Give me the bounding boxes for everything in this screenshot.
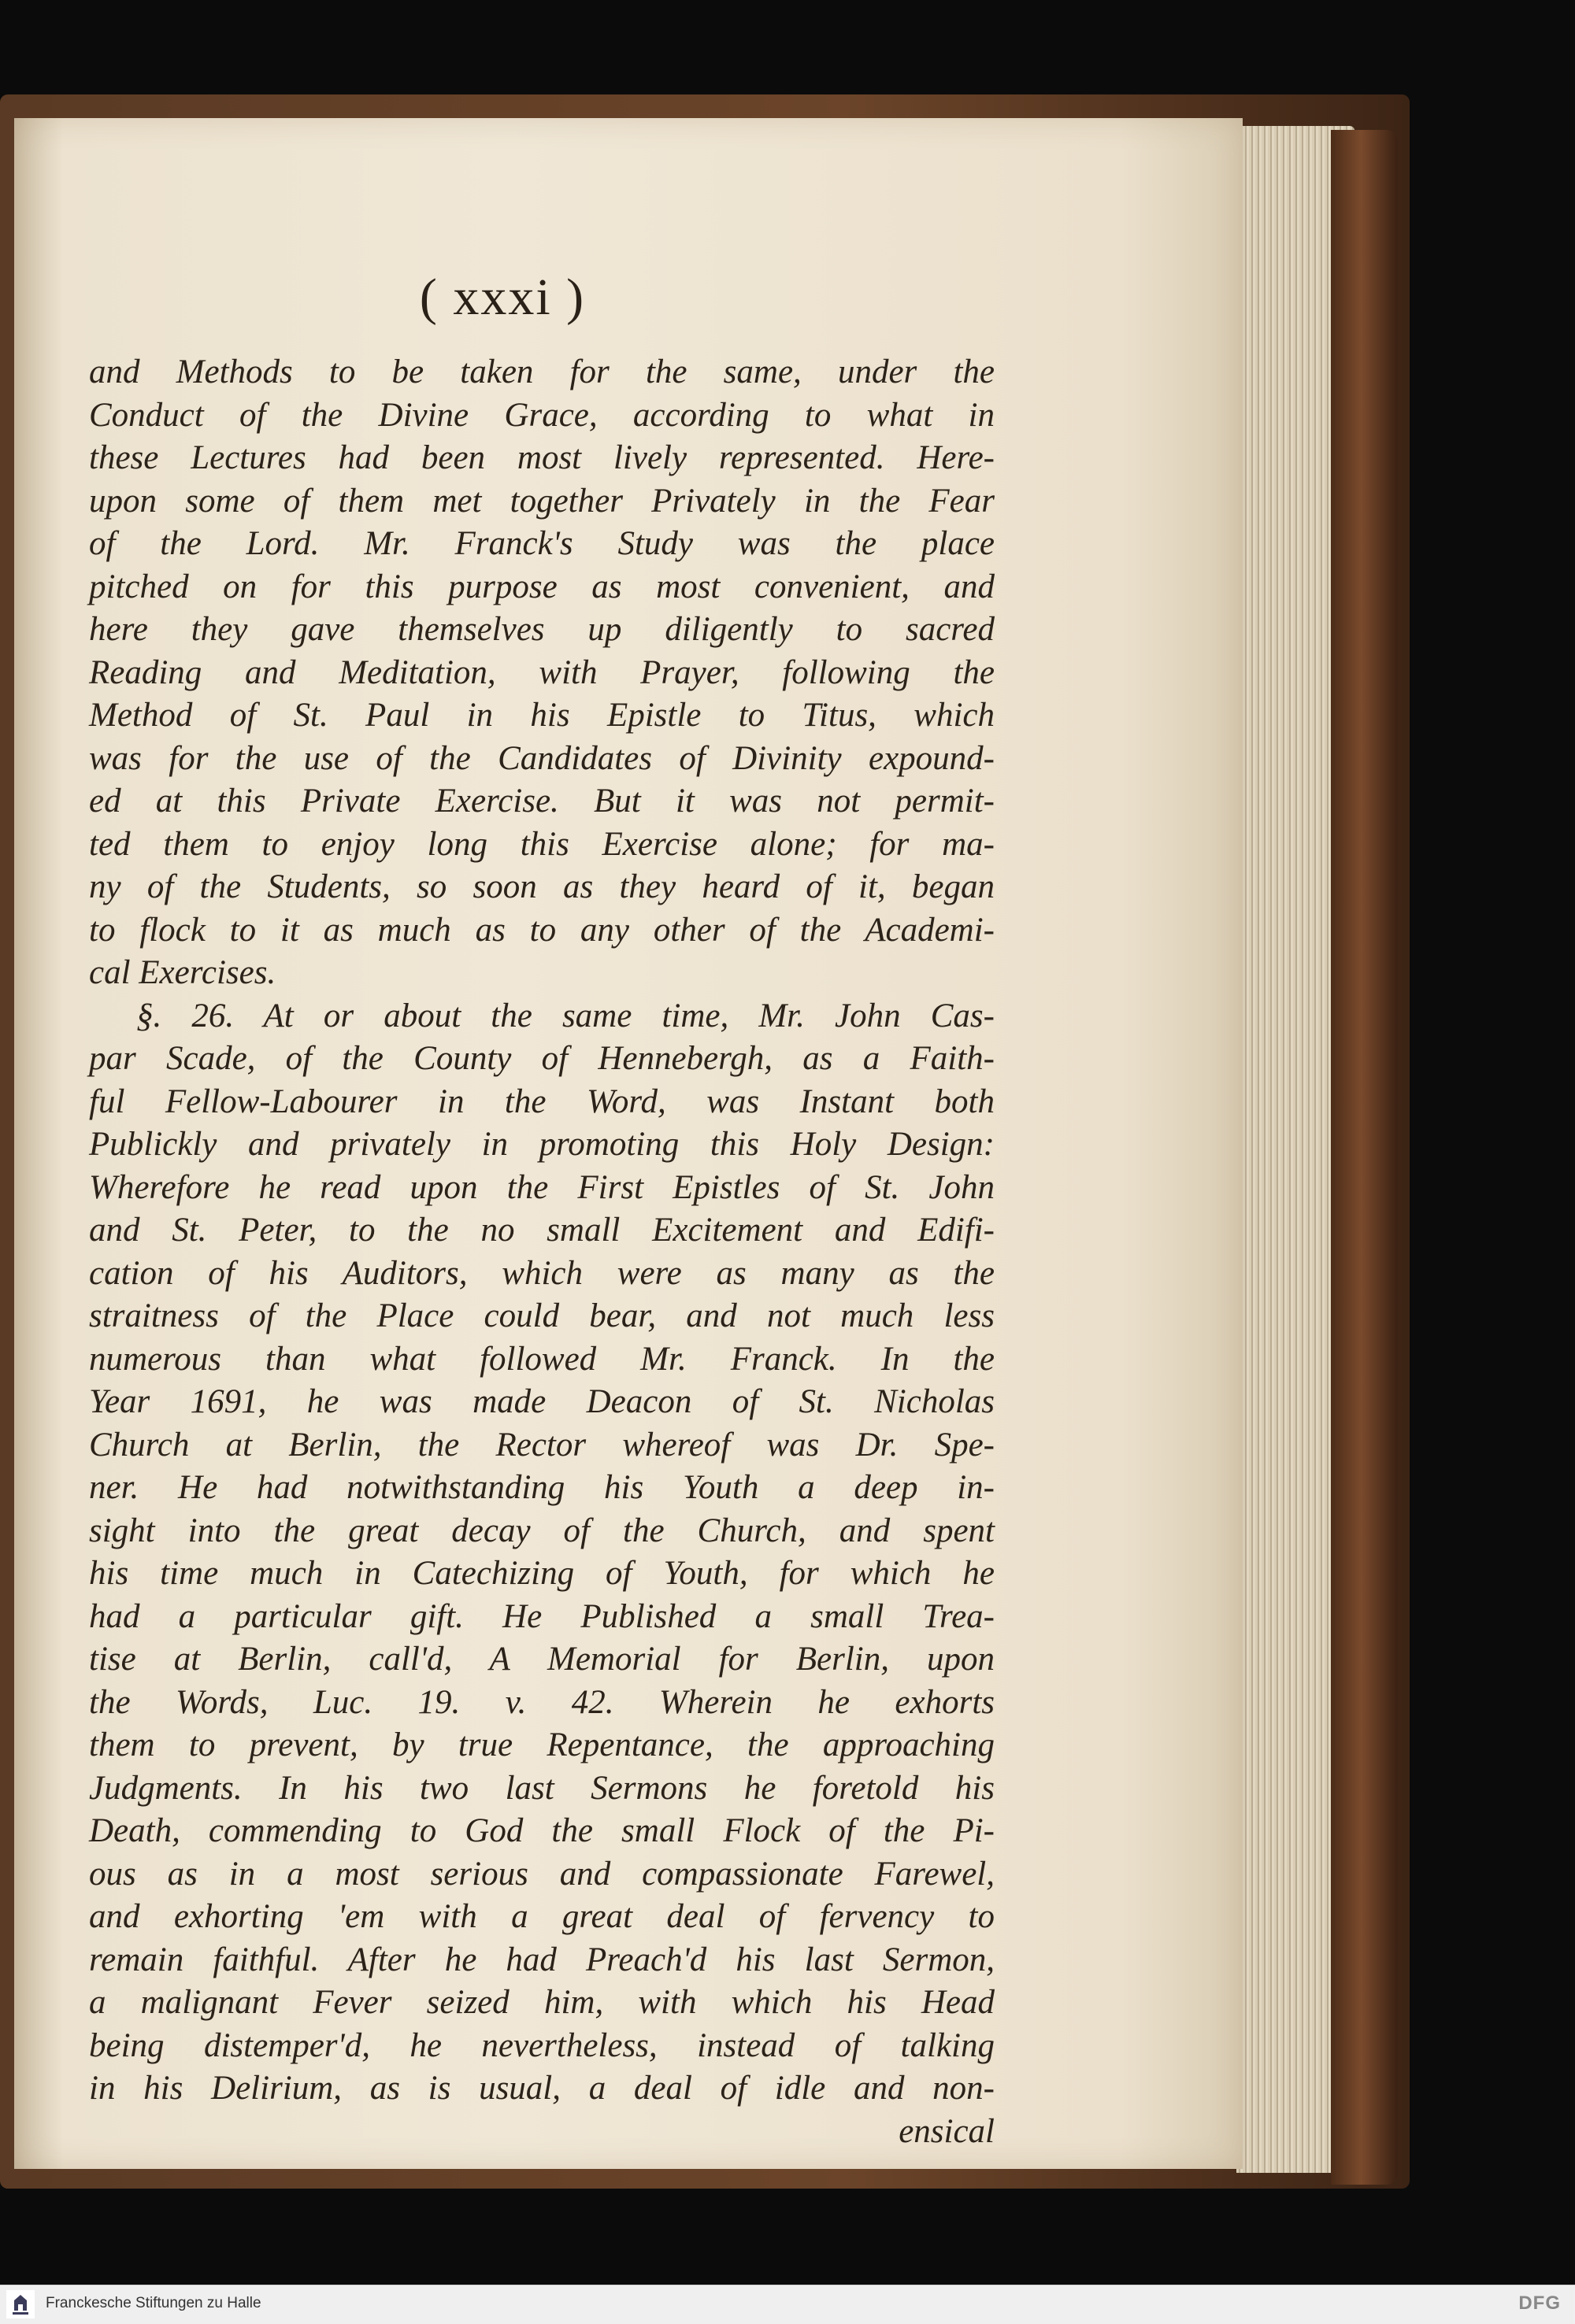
text-line: a malignant Fever seized him, with which his Head: [89, 1984, 995, 2021]
text-line: Reading and Meditation, with Prayer, following the: [89, 653, 995, 691]
text-line: Publickly and privately in promoting this Holy Design:: [89, 1126, 995, 1163]
text-line: had a particular gift. He Published a small Trea-: [89, 1597, 995, 1635]
text-line: sight into the great decay of the Church, and spent: [89, 1512, 995, 1549]
text-line: ed at this Private Exercise. But it was not permit-: [89, 783, 995, 820]
text-line: ted them to enjoy long this Exercise alone; for ma-: [89, 825, 995, 863]
text-line: and St. Peter, to the no small Excitement and Edifi-: [89, 1212, 995, 1249]
text-line: ny of the Students, so soon as they heard of it, began: [89, 868, 995, 905]
text-line: par Scade, of the County of Hennebergh, as a Faith-: [89, 1040, 995, 1077]
text-line: §. 26. At or about the same time, Mr. John Cas-: [136, 997, 995, 1034]
text-line: Church at Berlin, the Rector whereof was Dr. Spe-: [89, 1426, 995, 1464]
text-line: being distemper'd, he nevertheless, instead of talking: [89, 2026, 995, 2064]
text-line: ful Fellow-Labourer in the Word, was Instant both: [89, 1082, 995, 1120]
text-line: straitness of the Place could bear, and not much less: [89, 1297, 995, 1334]
footer-bar: [0, 2285, 1575, 2324]
text-line: cation of his Auditors, which were as many as the: [89, 1254, 995, 1292]
text-line: ous as in a most serious and compassionate Farewel,: [89, 1855, 995, 1893]
text-line: and exhorting 'em with a great deal of fervency to: [89, 1898, 995, 1935]
text-line: Judgments. In his two last Sermons he foretold his: [89, 1769, 995, 1807]
text-line: Wherefore he read upon the First Epistles of St. John: [89, 1168, 995, 1206]
running-head: ( xxxi ): [419, 268, 586, 326]
text-line: here they gave themselves up diligently to sacred: [89, 611, 995, 648]
catchword: ensical: [899, 2112, 995, 2150]
text-line: cal Exercises.: [89, 954, 276, 991]
text-line: was for the use of the Candidates of Divinity expound-: [89, 739, 995, 777]
text-line: his time much in Catechizing of Youth, for which he: [89, 1555, 995, 1592]
text-line: upon some of them met together Privately in the Fear: [89, 482, 995, 520]
institution-label: Franckesche Stiftungen zu Halle: [46, 2295, 261, 2311]
text-line: these Lectures had been most lively represented. Here-: [89, 439, 995, 476]
text-line: remain faithful. After he had Preach'd his last Sermon,: [89, 1941, 995, 1978]
text-line: Method of St. Paul in his Epistle to Titus, which: [89, 697, 995, 734]
page-text-block: [89, 351, 995, 2153]
text-line: to flock to it as much as to any other of the Academi-: [89, 911, 995, 949]
text-line: numerous than what followed Mr. Franck. In the: [89, 1340, 995, 1378]
institution-logo-icon: [6, 2290, 35, 2318]
text-line: them to prevent, by true Repentance, the approaching: [89, 1726, 995, 1763]
text-line: the Words, Luc. 19. v. 42. Wherein he exhorts: [89, 1683, 995, 1721]
text-line: of the Lord. Mr. Franck's Study was the place: [89, 525, 995, 562]
text-line: Death, commending to God the small Flock of the Pi-: [89, 1812, 995, 1849]
book-cover-edge: [1331, 130, 1398, 2185]
text-line: and Methods to be taken for the same, under the: [89, 353, 995, 390]
text-line: Conduct of the Divine Grace, according to what in: [89, 396, 995, 434]
text-line: in his Delirium, as is usual, a deal of idle and non-: [89, 2070, 995, 2107]
brand-logo: DFG: [1518, 2293, 1561, 2314]
book-page: [14, 118, 1243, 2169]
text-line: pitched on for this purpose as most convenient, and: [89, 568, 995, 605]
text-line: tise at Berlin, call'd, A Memorial for Berlin, upon: [89, 1641, 995, 1678]
text-line: Year 1691, he was made Deacon of St. Nicholas: [89, 1383, 995, 1420]
text-line: ner. He had notwithstanding his Youth a deep in-: [89, 1469, 995, 1506]
